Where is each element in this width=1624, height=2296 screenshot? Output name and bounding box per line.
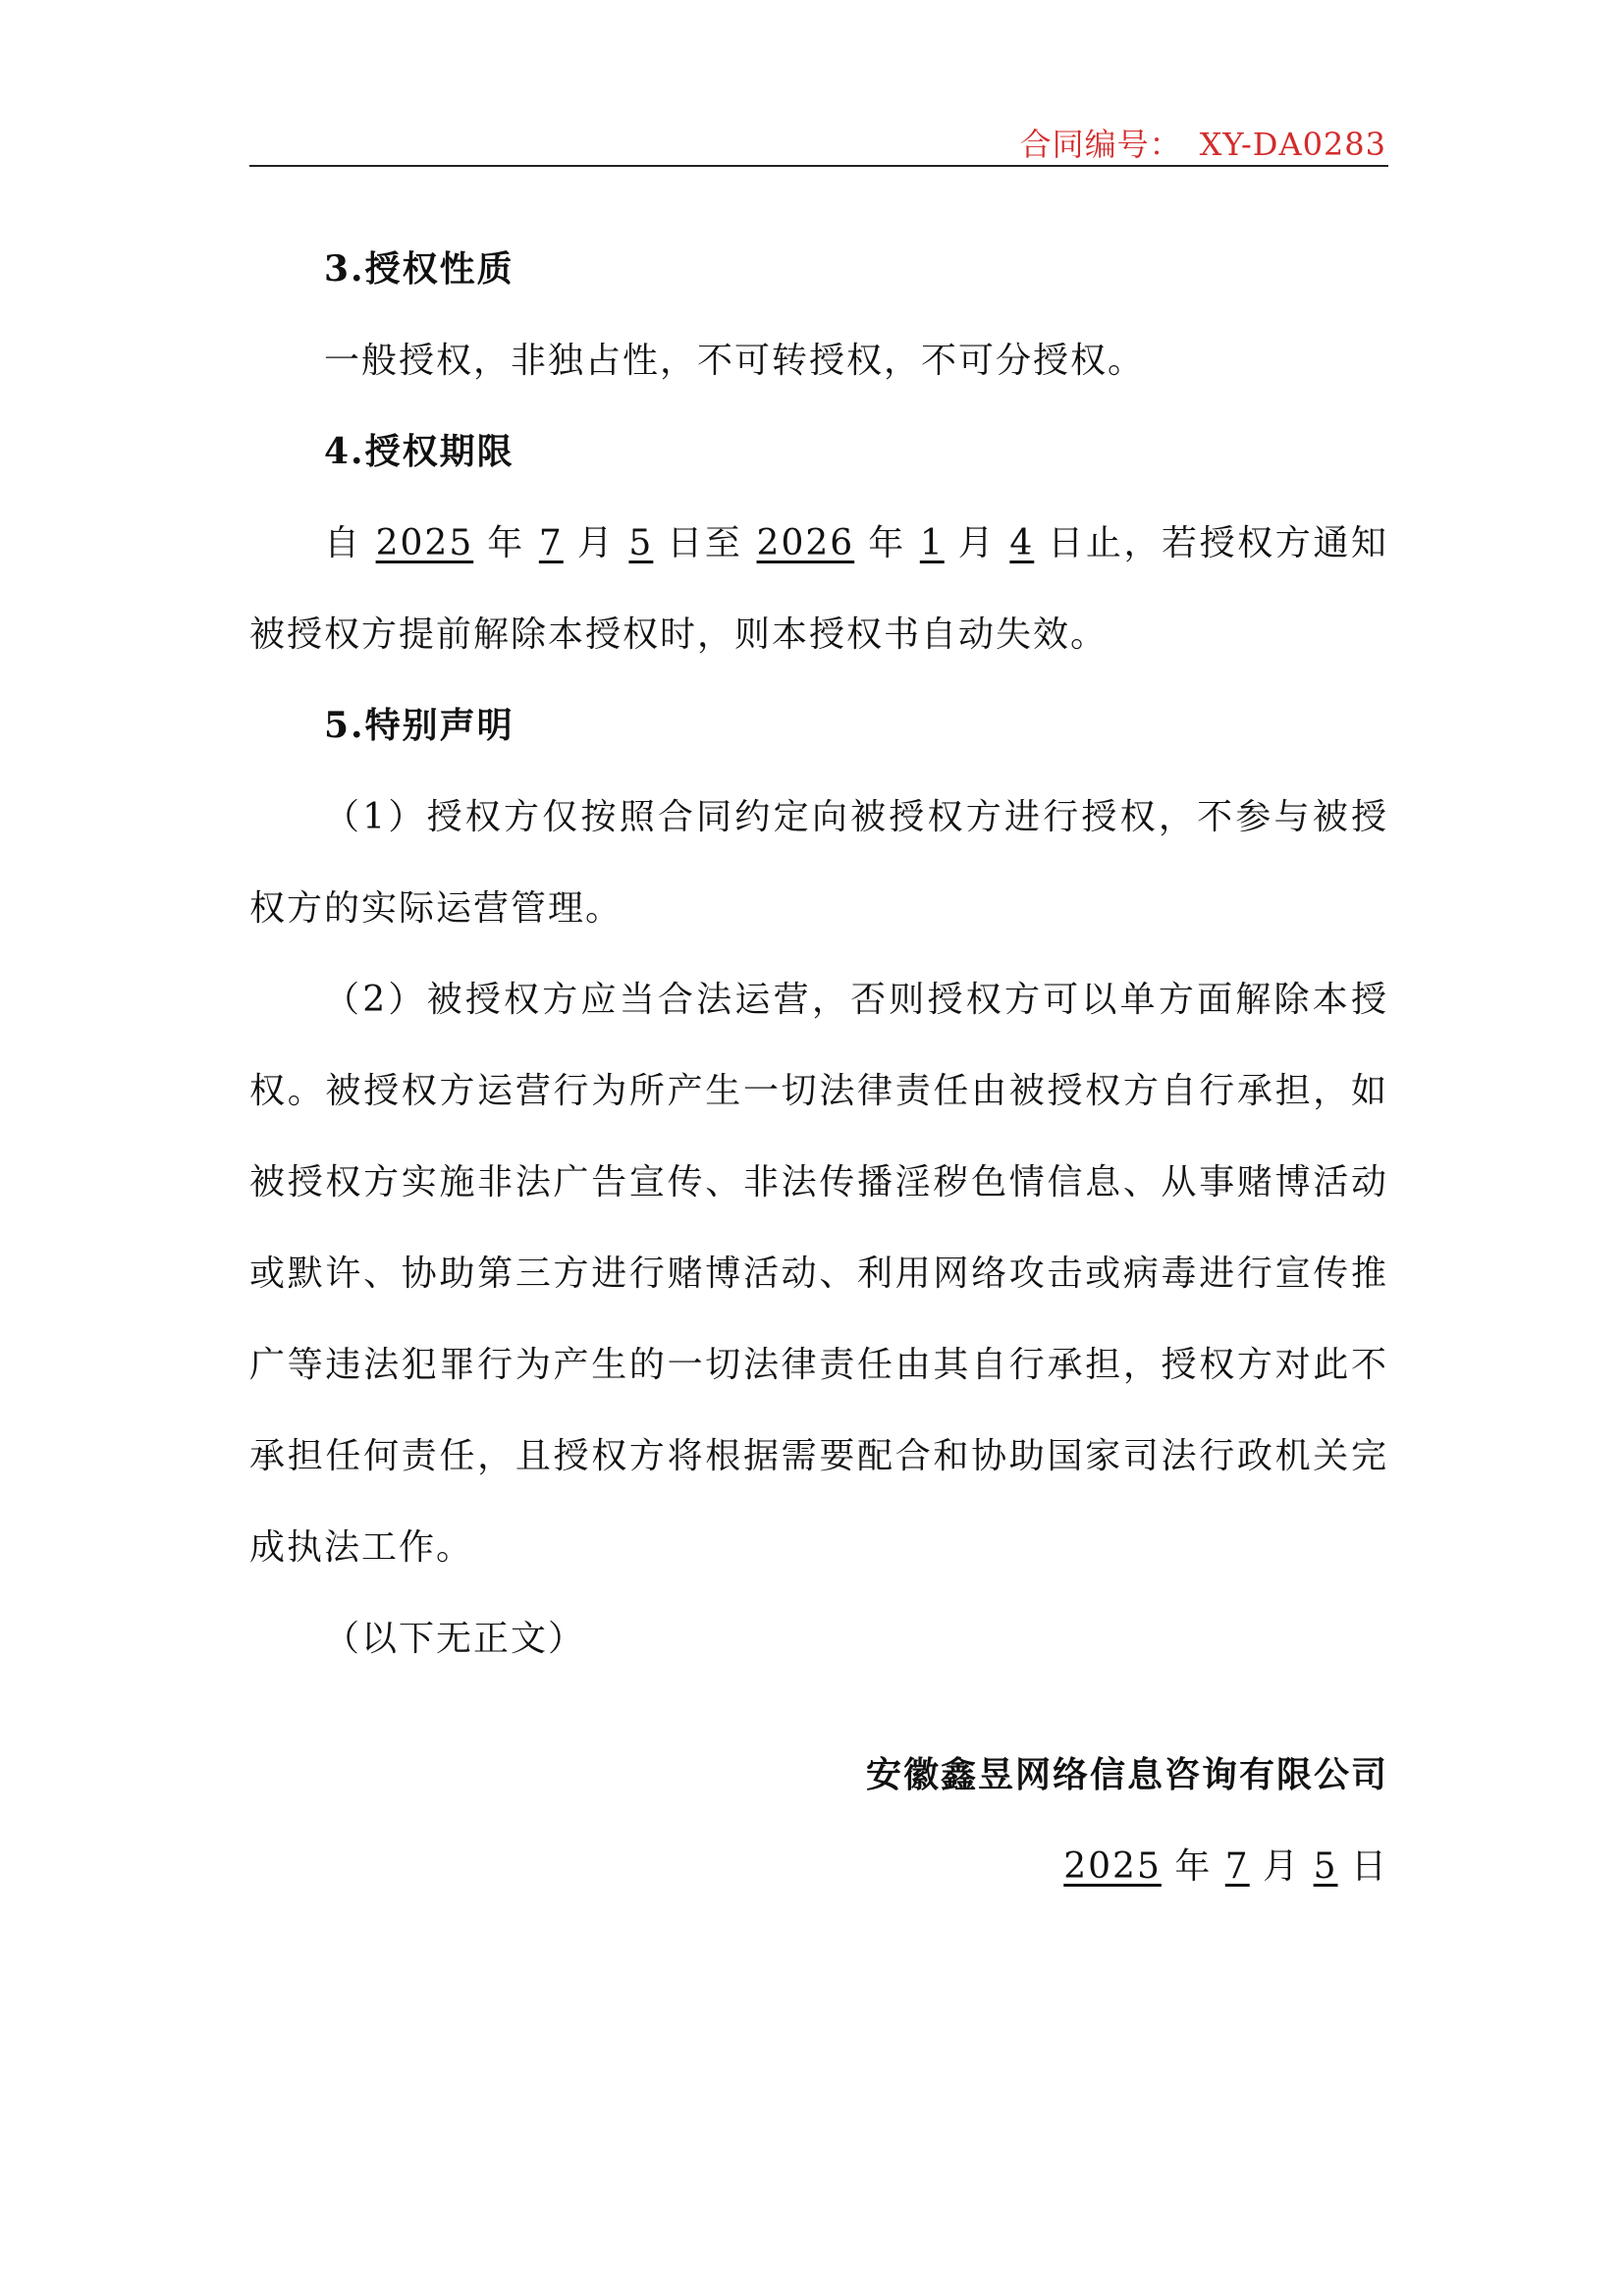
term-prefix: 自: [324, 523, 362, 563]
section-3-heading: 3.授权性质: [324, 248, 514, 290]
signature-date: [249, 1821, 1388, 1912]
section-3-text: 一般授权，非独占性，不可转授权，不可分授权。: [324, 341, 1146, 381]
term-end-year: 2026: [756, 523, 855, 563]
section-4-text: [249, 498, 1388, 680]
term-start-month: 7: [538, 523, 564, 563]
closing-note: （以下无正文）: [324, 1619, 586, 1659]
signature-month: 7: [1224, 1846, 1250, 1887]
section-5-heading: 5.特别声明: [324, 705, 514, 746]
term-day-to: 日至: [667, 523, 743, 563]
contract-number-value: XY-DA0283: [1199, 126, 1386, 163]
term-end-month: 1: [919, 523, 945, 563]
term-month-char: 月: [576, 523, 616, 563]
signature-year-char: 年: [1174, 1846, 1213, 1887]
section-5-item-1: （1）授权方仅按照合同约定向被授权方进行授权，不参与被授权方的实际运营管理。: [249, 797, 1388, 929]
term-year-char: 年: [868, 523, 906, 563]
term-start-day: 5: [628, 523, 654, 563]
term-month-char: 月: [957, 523, 997, 563]
contract-number: [1020, 120, 1386, 165]
document-body: [249, 224, 1388, 1912]
signature-spacer: [249, 1684, 1388, 1730]
signature-year: 2025: [1063, 1846, 1162, 1887]
contract-number-label: 合同编号：: [1019, 126, 1182, 163]
section-4-heading: 4.授权期限: [324, 431, 514, 472]
signature-month-char: 月: [1263, 1846, 1301, 1887]
term-year-char: 年: [487, 523, 525, 563]
term-end-day: 4: [1009, 523, 1035, 563]
section-5-item-2: （2）被授权方应当合法运营，否则授权方可以单方面解除本授权。被授权方运营行为所产生一切法律责任由被授权方自行承担，如被授权方实施非法广告宣传、非法传播淫秽色情信息、从事赌博活动或默许、协助第三方进行赌博活动、利用网络攻击或病毒进行宣传推广等违法犯罪行为产生的一切法律责任由其自行承担，授权方对此不承担任何责任，且授权方将根据需要配合和协助国家司法行政机关完成执法工作。: [249, 980, 1388, 1568]
signature-day-char: 日: [1350, 1846, 1388, 1887]
term-start-year: 2025: [375, 523, 474, 563]
signature-company: 安徽鑫昱网络信息咨询有限公司: [865, 1754, 1388, 1795]
page-header: [249, 116, 1388, 167]
signature-day: 5: [1313, 1846, 1338, 1887]
term-suffix: 日止，若授权方通知被授权方提前解除本授权时，则本授权书自动失效。: [249, 523, 1388, 655]
